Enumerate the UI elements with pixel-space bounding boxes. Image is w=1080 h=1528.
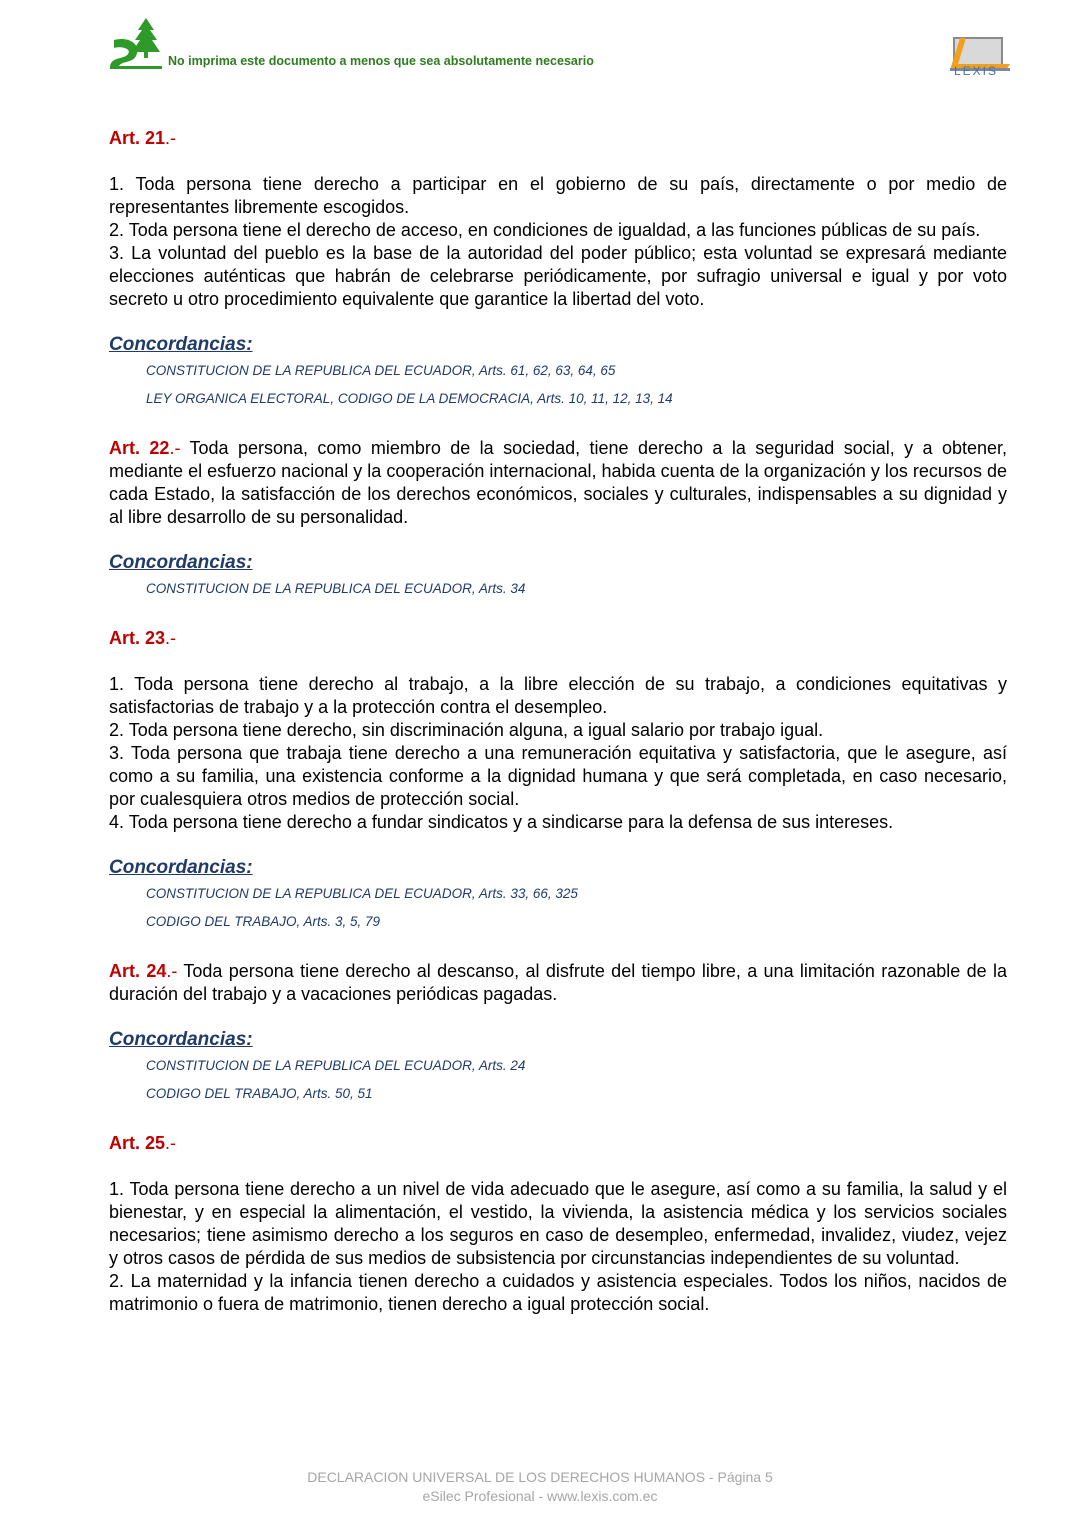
article-item: 3. Toda persona que trabaja tiene derecho a una remuneración equitativa y satisfactoria, que le asegure, así como a su familia, una existencia conforme a la dignidad humana y que será completada, en caso necesario, por cualesquiera otros medios de protección social.	[109, 743, 1007, 809]
article-dash: .-	[169, 438, 181, 458]
concordancia-item: CONSTITUCION DE LA REPUBLICA DEL ECUADOR, Arts. 33, 66, 325	[146, 886, 578, 901]
article-heading	[109, 1132, 1007, 1155]
article-dash: .-	[166, 961, 178, 981]
article-item: 4. Toda persona tiene derecho a fundar sindicatos y a sindicarse para la defensa de sus intereses.	[109, 812, 894, 832]
concordancias-list	[146, 1058, 1007, 1102]
concordancia-item: CONSTITUCION DE LA REPUBLICA DEL ECUADOR, Arts. 34	[146, 581, 526, 596]
document-body	[109, 127, 1007, 1316]
article-heading	[109, 127, 1007, 150]
article-label: Art. 22	[109, 438, 170, 458]
article-items	[109, 673, 1007, 834]
article-22	[109, 437, 1007, 627]
article-item: 2. Toda persona tiene el derecho de acceso, en condiciones de igualdad, a las funciones públicas de su país.	[109, 220, 981, 240]
article-23	[109, 627, 1007, 960]
article-dash: .-	[165, 128, 177, 148]
concordancia-item: CODIGO DEL TRABAJO, Arts. 3, 5, 79	[146, 914, 381, 929]
article-21	[109, 127, 1007, 437]
lexis-logo-text: LEXIS	[953, 64, 999, 78]
page-header	[0, 0, 1080, 100]
article-heading	[109, 627, 1007, 650]
concordancias-list	[146, 581, 1007, 597]
concordancias-title: Concordancias:	[109, 552, 253, 573]
article-label: Art. 24	[109, 961, 167, 981]
concordancias-list	[146, 886, 1007, 930]
article-25	[109, 1132, 1007, 1316]
footer-source: eSilec Profesional - www.lexis.com.ec	[422, 1488, 658, 1504]
concordancias-title: Concordancias:	[109, 857, 253, 878]
article-dash: .-	[165, 1133, 177, 1153]
concordancias-list	[146, 363, 1007, 407]
eco-tree-logo-icon	[108, 16, 164, 70]
article-item: 2. Toda persona tiene derecho, sin discriminación alguna, a igual salario por trabajo igual.	[109, 720, 824, 740]
article-24	[109, 960, 1007, 1132]
article-item: 2. La maternidad y la infancia tienen derecho a cuidados y asistencia especiales. Todos los niños, nacidos de matrimonio o fuera de matrimonio, tienen derecho a igual protección social.	[109, 1271, 1007, 1314]
article-text: Toda persona, como miembro de la sociedad, tiene derecho a la seguridad social, y a obtener, mediante el esfuerzo nacional y la cooperación internacional, habida cuenta de la organización y los recursos de cada Estado, la satisfacción de los derechos económicos, sociales y culturales, indispensables a su dignidad y al libre desarrollo de su personalidad.	[109, 438, 1007, 527]
eco-notice: No imprima este documento a menos que sea absolutamente necesario	[168, 54, 594, 68]
article-text: Toda persona tiene derecho al descanso, al disfrute del tiempo libre, a una limitación razonable de la duración del trabajo y a vacaciones periódicas pagadas.	[109, 961, 1007, 1004]
article-items	[109, 173, 1007, 311]
article-item: 1. Toda persona tiene derecho a un nivel de vida adecuado que le asegure, así como a su familia, la salud y el bienestar, y en especial la alimentación, el vestido, la vivienda, la asistencia médica y los servicios sociales necesarios; tiene asimismo derecho a los seguros en caso de desempleo, enfermedad, invalidez, viudez, vejez y otros casos de pérdida de sus medios de subsistencia por circunstancias independientes de su voluntad.	[109, 1179, 1007, 1268]
article-label: Art. 21	[109, 128, 166, 148]
article-item: 1. Toda persona tiene derecho al trabajo, a la libre elección de su trabajo, a condiciones equitativas y satisfactorias de trabajo y a la protección contra el desempleo.	[109, 674, 1007, 717]
concordancia-item: CONSTITUCION DE LA REPUBLICA DEL ECUADOR, Arts. 61, 62, 63, 64, 65	[146, 363, 616, 378]
concordancia-item: LEY ORGANICA ELECTORAL, CODIGO DE LA DEMOCRACIA, Arts. 10, 11, 12, 13, 14	[146, 391, 673, 406]
article-dash: .-	[165, 628, 177, 648]
article-paragraph	[109, 960, 1007, 1006]
article-item: 3. La voluntad del pueblo es la base de la autoridad del poder público; esta voluntad se expresará mediante elecciones auténticas que habrán de celebrarse periódicamente, por sufragio universal e igual y por voto secreto u otro procedimiento equivalente que garantice la libertad del voto.	[109, 243, 1007, 309]
concordancias-title: Concordancias:	[109, 334, 253, 355]
footer-title: DECLARACION UNIVERSAL DE LOS DERECHOS HUMANOS - Página 5	[307, 1469, 773, 1485]
concordancia-item: CONSTITUCION DE LA REPUBLICA DEL ECUADOR, Arts. 24	[146, 1058, 526, 1073]
article-items	[109, 1178, 1007, 1316]
article-item: 1. Toda persona tiene derecho a participar en el gobierno de su país, directamente o por medio de representantes libremente escogidos.	[109, 174, 1007, 217]
article-label: Art. 25	[109, 1133, 166, 1153]
concordancia-item: CODIGO DEL TRABAJO, Arts. 50, 51	[146, 1086, 373, 1101]
article-paragraph	[109, 437, 1007, 529]
page-footer	[0, 1468, 1080, 1506]
concordancias-title: Concordancias:	[109, 1029, 253, 1050]
article-label: Art. 23	[109, 628, 166, 648]
